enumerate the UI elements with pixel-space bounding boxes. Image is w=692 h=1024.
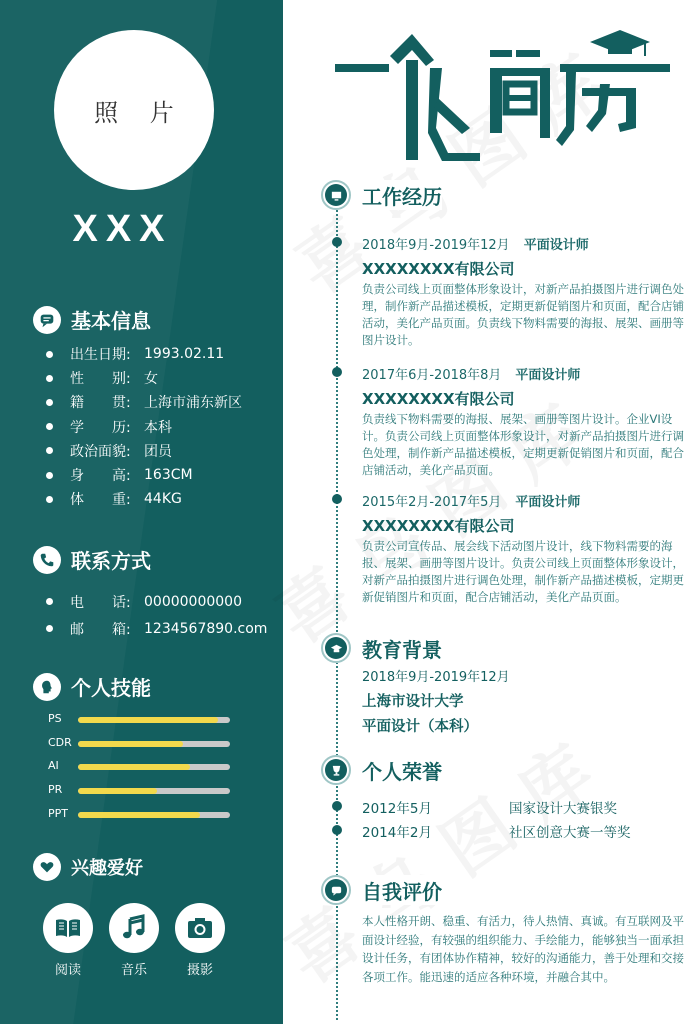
honors-heading: [321, 755, 442, 785]
contact-list: [46, 588, 267, 642]
info-key: 体 重:: [70, 492, 131, 509]
info-item: [46, 615, 267, 642]
skill-bar: [78, 741, 230, 747]
skills-title: 个人技能: [71, 676, 151, 700]
info-key: 出生日期:: [70, 347, 131, 364]
self-eval-title: 自我评价: [362, 879, 442, 904]
job-entry: [362, 234, 686, 349]
skill-name: PR: [48, 783, 63, 797]
basic-info-heading: [33, 305, 151, 334]
info-value: 1993.02.11: [144, 346, 225, 363]
job-role: 平面设计师: [515, 495, 581, 510]
contact-title: 联系方式: [71, 549, 151, 573]
chat-bubble-icon: [33, 306, 61, 334]
graduation-cap-icon: [325, 637, 347, 659]
education-heading: [321, 633, 442, 663]
info-key: 学 历:: [70, 419, 131, 436]
info-value: 44KG: [144, 491, 182, 508]
self-eval-heading: [321, 875, 442, 905]
work-heading: [321, 180, 442, 210]
skill-item: [48, 736, 238, 760]
honors-title: 个人荣誉: [362, 759, 442, 784]
info-key: 性 别:: [70, 371, 131, 388]
timeline-dot: [332, 494, 342, 504]
job-desc: 负责线下物料需要的海报、展架、画册等图片设计。企业VI设计。负责公司线上页面整体形象设计，对新产品拍摄图片进行调色处理，制作新产品描述模板，定期更新促销图片和页面，配合店铺活动，美化产品页面。: [362, 412, 684, 477]
education-period: 2018年9月-2019年12月: [362, 670, 510, 685]
job-desc: 负责公司线上页面整体形象设计，对新产品拍摄图片进行调色处理，制作新产品描述模板，定期更新促销图片和页面，配合店铺活动，美化产品页面。负责线下物料需要的海报、展架、画册等图片设计。: [362, 282, 684, 347]
info-value: 00000000000: [144, 593, 242, 610]
self-eval-text: 本人性格开朗、稳重、有活力，待人热情、真诚。有互联网及平面设计经验，有较强的组织能力、手绘能力，能够独当一面承担设计任务，有团体协作精神，较好的沟通能力，善于处理和交接各项工作。能迅速的适应各种环境，并融合其中。: [362, 914, 684, 984]
info-item: [46, 366, 242, 390]
job-desc: 负责公司宣传品、展会线下活动图片设计，线下物料需要的海报、展架、画册等图片设计。负责公司线上页面整体形象设计，对新产品拍摄图片进行调色处理，制作新产品描述模板，定期更新促销图片和页面，配合店铺活动，美化产品页面。: [362, 539, 684, 604]
bullet-dot: [46, 625, 53, 632]
education-major: 平面设计（本科）: [362, 719, 478, 735]
info-key: 邮 箱:: [70, 621, 131, 638]
timeline-dot: [332, 825, 342, 835]
comment-icon: [325, 879, 347, 901]
info-value: 1234567890.com: [144, 620, 268, 637]
info-item: [46, 463, 242, 487]
honor-date: 2014年2月: [362, 825, 432, 841]
music-note-icon: [119, 913, 149, 943]
timeline-dot: [332, 237, 342, 247]
bullet-dot: [46, 447, 53, 454]
candidate-name: XXX: [72, 208, 173, 250]
skill-bar: [78, 764, 230, 770]
hobbies-title: 兴趣爱好: [71, 858, 143, 879]
info-item: [46, 415, 242, 439]
basic-info-list: [46, 342, 242, 511]
bullet-dot: [46, 423, 53, 430]
basic-info-title: 基本信息: [71, 309, 151, 333]
book-icon: [53, 913, 83, 943]
job-entry: [362, 491, 686, 606]
hobby-label: 音乐: [120, 963, 147, 978]
info-item: [46, 487, 242, 511]
bullet-dot: [46, 375, 53, 382]
resume-title-art: [330, 28, 680, 168]
info-value: 团员: [144, 443, 172, 460]
info-value: 本科: [144, 419, 172, 436]
job-period: 2015年2月-2017年5月: [362, 495, 502, 510]
info-key: 籍 贯:: [70, 395, 131, 412]
job-entry: [362, 364, 686, 479]
honor-award: 社区创意大赛一等奖: [509, 825, 631, 841]
skill-item: [48, 759, 238, 783]
skill-bar: [78, 717, 230, 723]
bullet-dot: [46, 399, 53, 406]
trophy-icon: [325, 759, 347, 781]
honor-item: [362, 821, 682, 841]
info-key: 身 高:: [70, 468, 131, 485]
info-key: 电 话:: [70, 594, 131, 611]
heart-icon: [33, 853, 61, 881]
education-school: 上海市设计大学: [362, 694, 464, 710]
skill-bar: [78, 788, 230, 794]
bullet-dot: [46, 351, 53, 358]
hobby-item: [109, 903, 159, 978]
skill-item: [48, 712, 238, 736]
info-item: [46, 439, 242, 463]
hobbies-heading: [33, 853, 143, 881]
info-item: [46, 588, 267, 615]
job-period: 2017年6月-2018年8月: [362, 368, 502, 383]
info-value: 女: [144, 371, 158, 388]
hobby-item: [43, 903, 93, 978]
info-value: 163CM: [144, 467, 193, 484]
education-entry: [362, 666, 510, 736]
bullet-dot: [46, 496, 53, 503]
timeline-dot: [332, 801, 342, 811]
hobby-label: 摄影: [186, 963, 213, 978]
info-item: [46, 390, 242, 414]
job-company: XXXXXXXX有限公司: [362, 390, 515, 408]
skill-bar-fill: [78, 812, 200, 818]
camera-icon: [185, 913, 215, 943]
skill-item: [48, 807, 238, 831]
info-key: 政治面貌:: [70, 443, 131, 460]
skill-name: CDR: [48, 735, 72, 749]
hobby-label: 阅读: [54, 963, 81, 978]
skill-bar-fill: [78, 764, 190, 770]
skill-bar: [78, 812, 230, 818]
skills-list: [48, 712, 238, 830]
skill-bar-fill: [78, 788, 157, 794]
skill-bar-fill: [78, 741, 183, 747]
skill-item: [48, 783, 238, 807]
job-company: XXXXXXXX有限公司: [362, 517, 515, 535]
info-item: [46, 342, 242, 366]
sidebar: [0, 0, 283, 1024]
skill-name: PPT: [48, 806, 68, 820]
work-title: 工作经历: [362, 184, 442, 209]
hobby-item: [175, 903, 225, 978]
job-role: 平面设计师: [523, 238, 589, 253]
honor-date: 2012年5月: [362, 801, 432, 817]
photo-placeholder[interactable]: 照 片: [54, 30, 214, 190]
job-company: XXXXXXXX有限公司: [362, 260, 515, 278]
bullet-dot: [46, 472, 53, 479]
person-head-icon: [33, 673, 61, 701]
info-value: 上海市浦东新区: [144, 395, 242, 412]
hobbies-list: [43, 903, 241, 978]
skill-name: AI: [48, 759, 59, 773]
contact-heading: [33, 545, 151, 574]
skill-name: PS: [48, 712, 62, 725]
job-period: 2018年9月-2019年12月: [362, 238, 510, 253]
education-title: 教育背景: [362, 637, 442, 662]
honor-award: 国家设计大赛银奖: [509, 801, 617, 817]
phone-icon: [33, 546, 61, 574]
skills-heading: [33, 672, 151, 701]
timeline-dot: [332, 367, 342, 377]
honor-item: [362, 797, 682, 817]
job-role: 平面设计师: [515, 368, 581, 383]
bullet-dot: [46, 598, 53, 605]
monitor-icon: [325, 184, 347, 206]
skill-bar-fill: [78, 717, 218, 723]
